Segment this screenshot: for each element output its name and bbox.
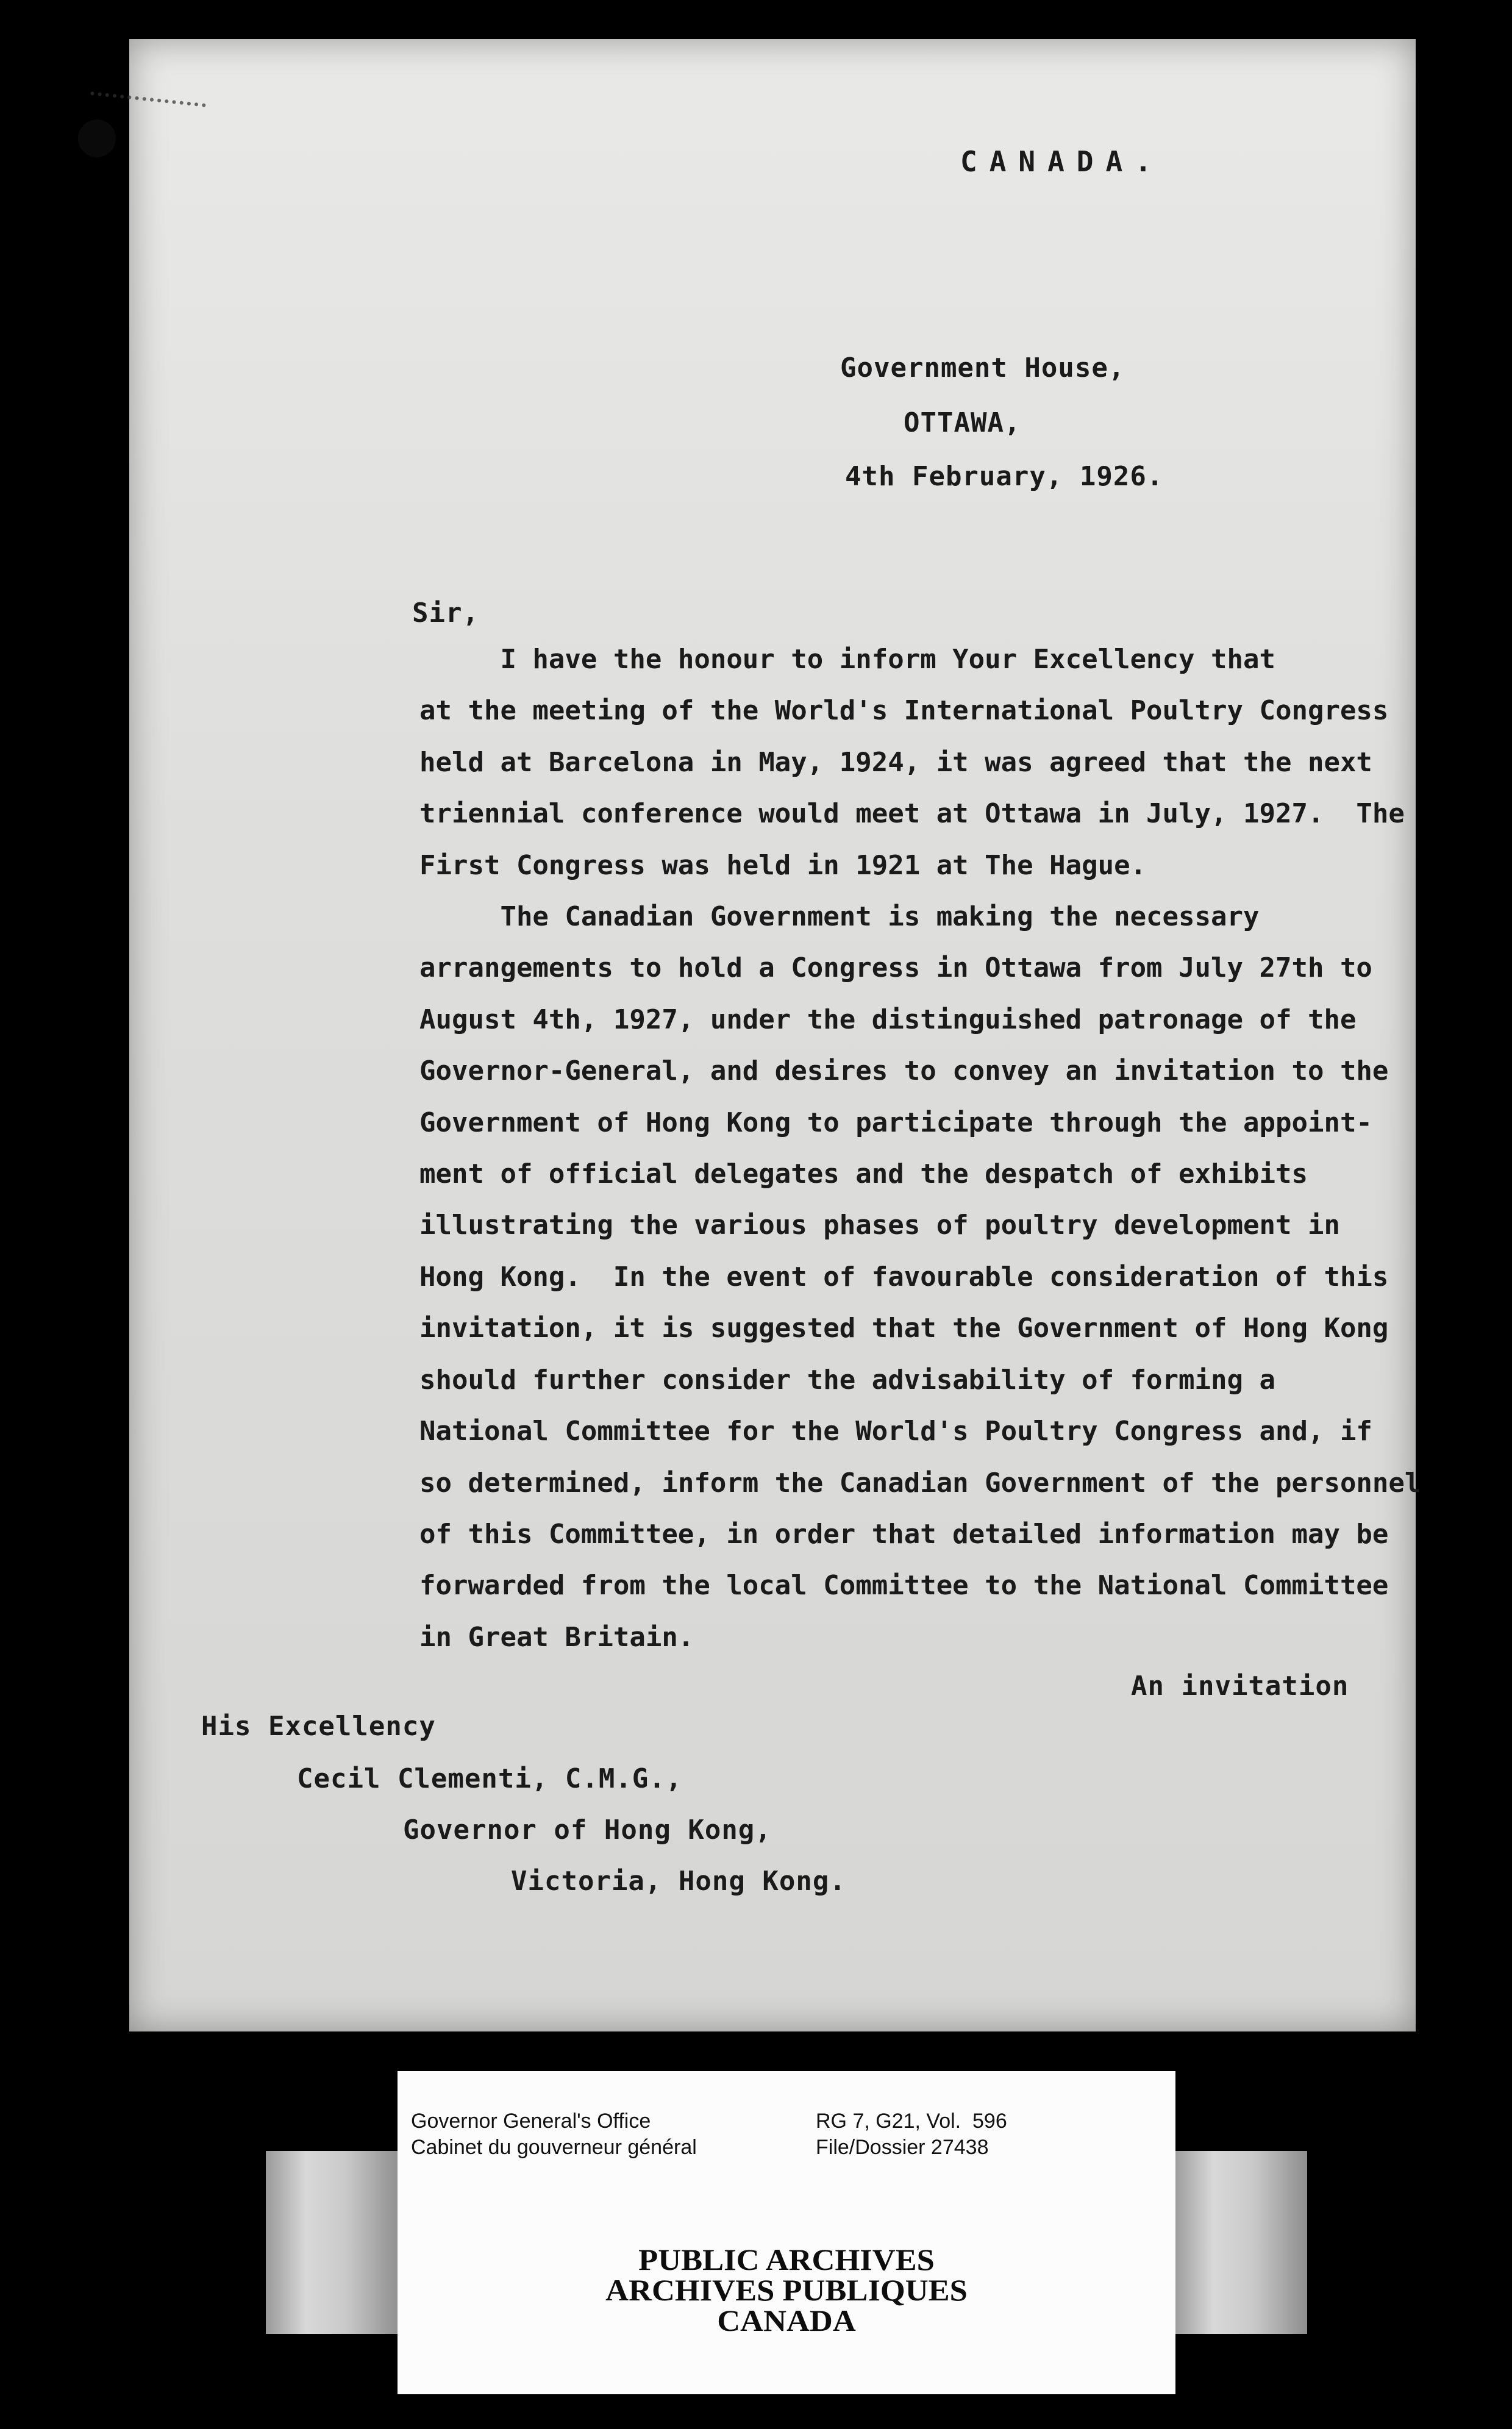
- letterhead-country: CANADA.: [960, 145, 1164, 178]
- addressee-title: His Excellency: [201, 1711, 436, 1742]
- body-line: ment of official delegates and the despatch of exhibits: [419, 1158, 1308, 1190]
- body-line: in Great Britain.: [419, 1621, 694, 1653]
- body-line: illustrating the various phases of poultry development in: [419, 1210, 1340, 1241]
- addressee-location: Victoria, Hong Kong.: [511, 1866, 846, 1897]
- body-line: Hong Kong. In the event of favourable consideration of this: [419, 1261, 1389, 1293]
- body-line: forwarded from the local Committee to the National Committee: [419, 1570, 1389, 1602]
- body-line: should further consider the advisability of forming a: [419, 1364, 1275, 1396]
- punch-hole: [78, 119, 116, 157]
- body-line: invitation, it is suggested that the Government of Hong Kong: [419, 1313, 1389, 1344]
- archives-stamp-fr: ARCHIVES PUBLIQUES: [605, 2273, 968, 2307]
- label-office-en: Governor General's Office: [411, 2110, 651, 2133]
- archives-stamp-en: PUBLIC ARCHIVES: [638, 2242, 935, 2277]
- body-line: The Canadian Government is making the necessary: [419, 901, 1260, 933]
- body-line: so determined, inform the Canadian Government of the personnel: [419, 1467, 1421, 1499]
- body-line: Government of Hong Kong to participate through the appoint-: [419, 1107, 1372, 1138]
- body-line: First Congress was held in 1921 at The Hague.: [419, 849, 1147, 881]
- body-line: I have the honour to inform Your Excellency that: [419, 644, 1275, 675]
- salutation: Sir,: [412, 597, 479, 629]
- letter-date: 4th February, 1926.: [845, 461, 1164, 492]
- body-line: arrangements to hold a Congress in Ottawa from July 27th to: [419, 952, 1372, 984]
- addressee-name: Cecil Clementi, C.M.G.,: [297, 1763, 683, 1794]
- body-line: of this Committee, in order that detailed information may be: [419, 1518, 1389, 1550]
- label-office-fr: Cabinet du gouverneur général: [411, 2136, 697, 2159]
- label-reference: RG 7, G21, Vol. 596: [816, 2110, 1007, 2133]
- label-file-number: File/Dossier 27438: [816, 2136, 989, 2159]
- body-line: National Committee for the World's Poultry Congress and, if: [419, 1416, 1372, 1447]
- body-line: at the meeting of the World's International Poultry Congress: [419, 695, 1389, 727]
- address-line-2: OTTAWA,: [904, 407, 1021, 438]
- body-line: Governor-General, and desires to convey an invitation to the: [419, 1055, 1389, 1087]
- catchword: An invitation: [1131, 1671, 1349, 1702]
- body-line: triennial conference would meet at Ottawa in July, 1927. The: [419, 798, 1405, 830]
- addressee-position: Governor of Hong Kong,: [403, 1814, 772, 1846]
- body-line: held at Barcelona in May, 1924, it was agreed that the next: [419, 746, 1372, 778]
- archives-stamp-country: CANADA: [717, 2303, 856, 2338]
- letter-body: [419, 634, 1421, 1663]
- address-line-1: Government House,: [840, 352, 1125, 383]
- body-line: August 4th, 1927, under the distinguished patronage of the: [419, 1004, 1357, 1035]
